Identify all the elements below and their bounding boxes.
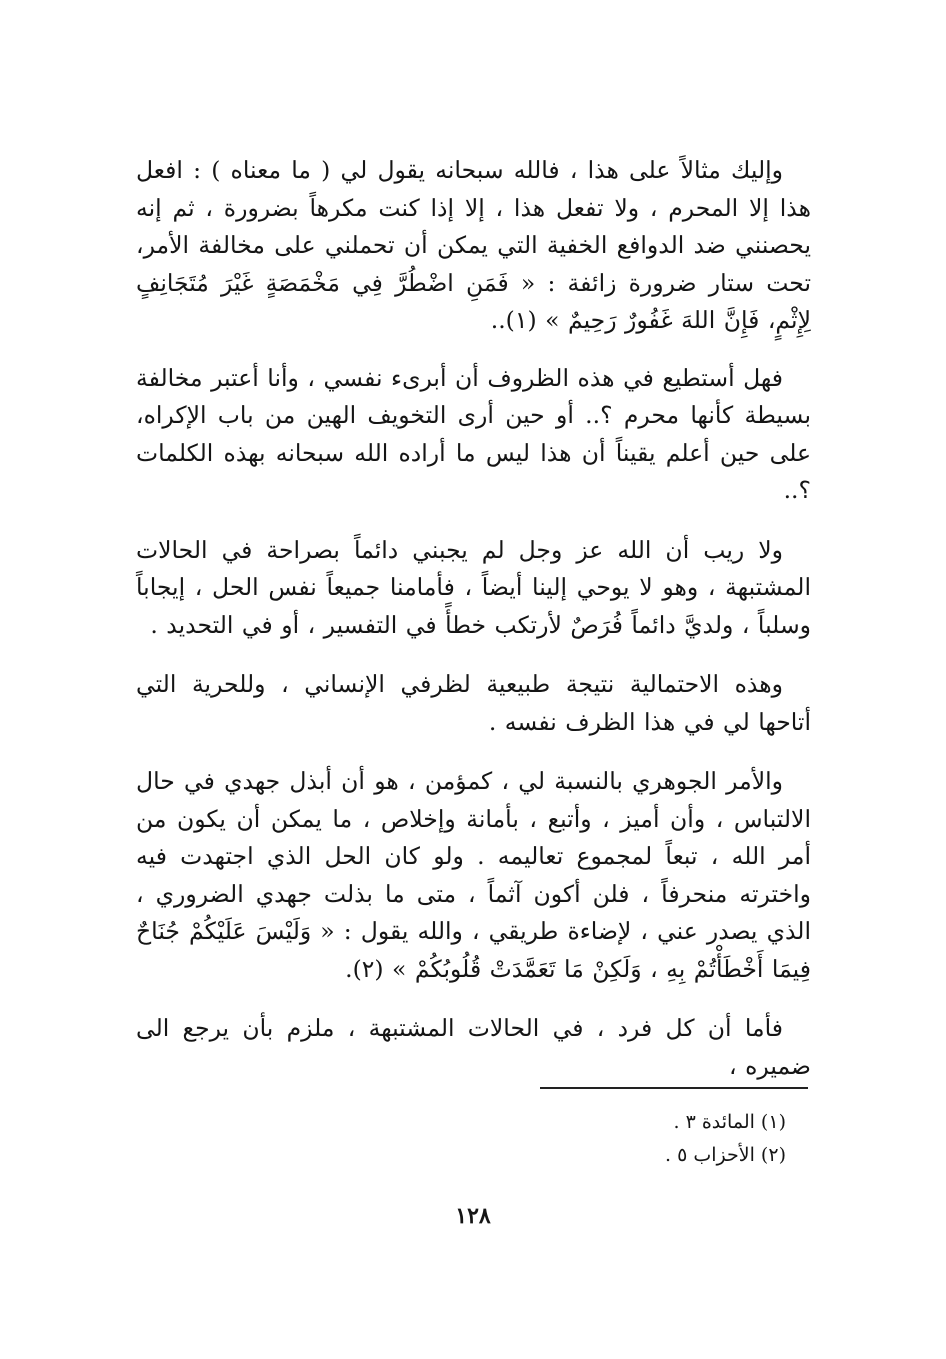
- footnote-divider: [540, 1087, 808, 1089]
- paragraph-3: ولا ريب أن الله عز وجل لم يجبني دائماً بصراحة في الحالات المشتبهة ، وهو لا يوحي إلينا أيضاً ، فأمامنا جميعاً نفس الحل ، إيجاباً وسلباً ، ولديَّ دائماً فُرَصٌ لأرتكب خطأً في التفسير ، أو في التحديد .: [136, 535, 811, 639]
- paragraph-4: وهذه الاحتمالية نتيجة طبيعية لظرفي الإنساني ، وللحرية التي أتاحها لي في هذا الظرف نفسه .: [136, 670, 811, 736]
- footnote-1: (١) المائدة ٣ .: [673, 1111, 786, 1133]
- footnotes: [665, 1106, 786, 1172]
- paragraph-6: فأما أن كل فرد ، في الحالات المشتبهة ، ملزم بأن يرجع الى ضميره ،: [136, 1014, 811, 1080]
- paragraph-2: فهل أستطيع في هذه الظروف أن أبرىء نفسي ، وأنا أعتبر مخالفة بسيطة كأنها محرم ؟.. أو حين أرى التخويف الهين من باب الإكراه، على حين أعلم يقيناً أن هذا ليس ما أراده الله سبحانه بهذه الكلمات ؟..: [136, 363, 811, 504]
- footnote-2: (٢) الأحزاب ٥ .: [665, 1144, 786, 1166]
- paragraph-5: والأمر الجوهري بالنسبة لي ، كمؤمن ، هو أن أبذل جهدي في حال الالتباس ، وأن أميز ، وأتبع ، بأمانة وإخلاص ، ما يمكن أن يكون من أمر الله ، تبعاً لمجموع تعاليمه . ولو كان الحل الذي اجتهدت فيه واخترته منحرفاً ، فلن أكون آثماً ، متى ما بذلت جهدي الضروري ، الذي يصدر عني ، لإضاءة طريقي ، والله يقول : « وَلَيْسَ عَلَيْكُمْ جُنَاحٌ فِيمَا أَخْطَأْتُمْ بِهِ ، وَلَكِنْ مَا تَعَمَّدَتْ قُلُوبُكُمْ » (٢).: [136, 767, 811, 983]
- paragraph-1: وإليك مثالاً على هذا ، فالله سبحانه يقول لي ( ما معناه ) : افعل هذا إلا المحرم ، ولا تفعل هذا ، إلا إذا كنت مكرهاً بضرورة ، ثم إنه يحصنني ضد الدوافع الخفية التي يمكن أن تحملني على مخالفة الأمر، تحت ستار ضرورة زائفة : « فَمَنِ اضْطُرَّ فِي مَخْمَصَةٍ غَيْرَ مُتَجَانِفٍ لِإِثْمٍ، فَإِنَّ اللهَ غَفُورٌ رَحِيمٌ » (١)..: [136, 156, 811, 334]
- page-number: ١٢٨: [455, 1203, 491, 1229]
- main-text: [136, 152, 811, 1085]
